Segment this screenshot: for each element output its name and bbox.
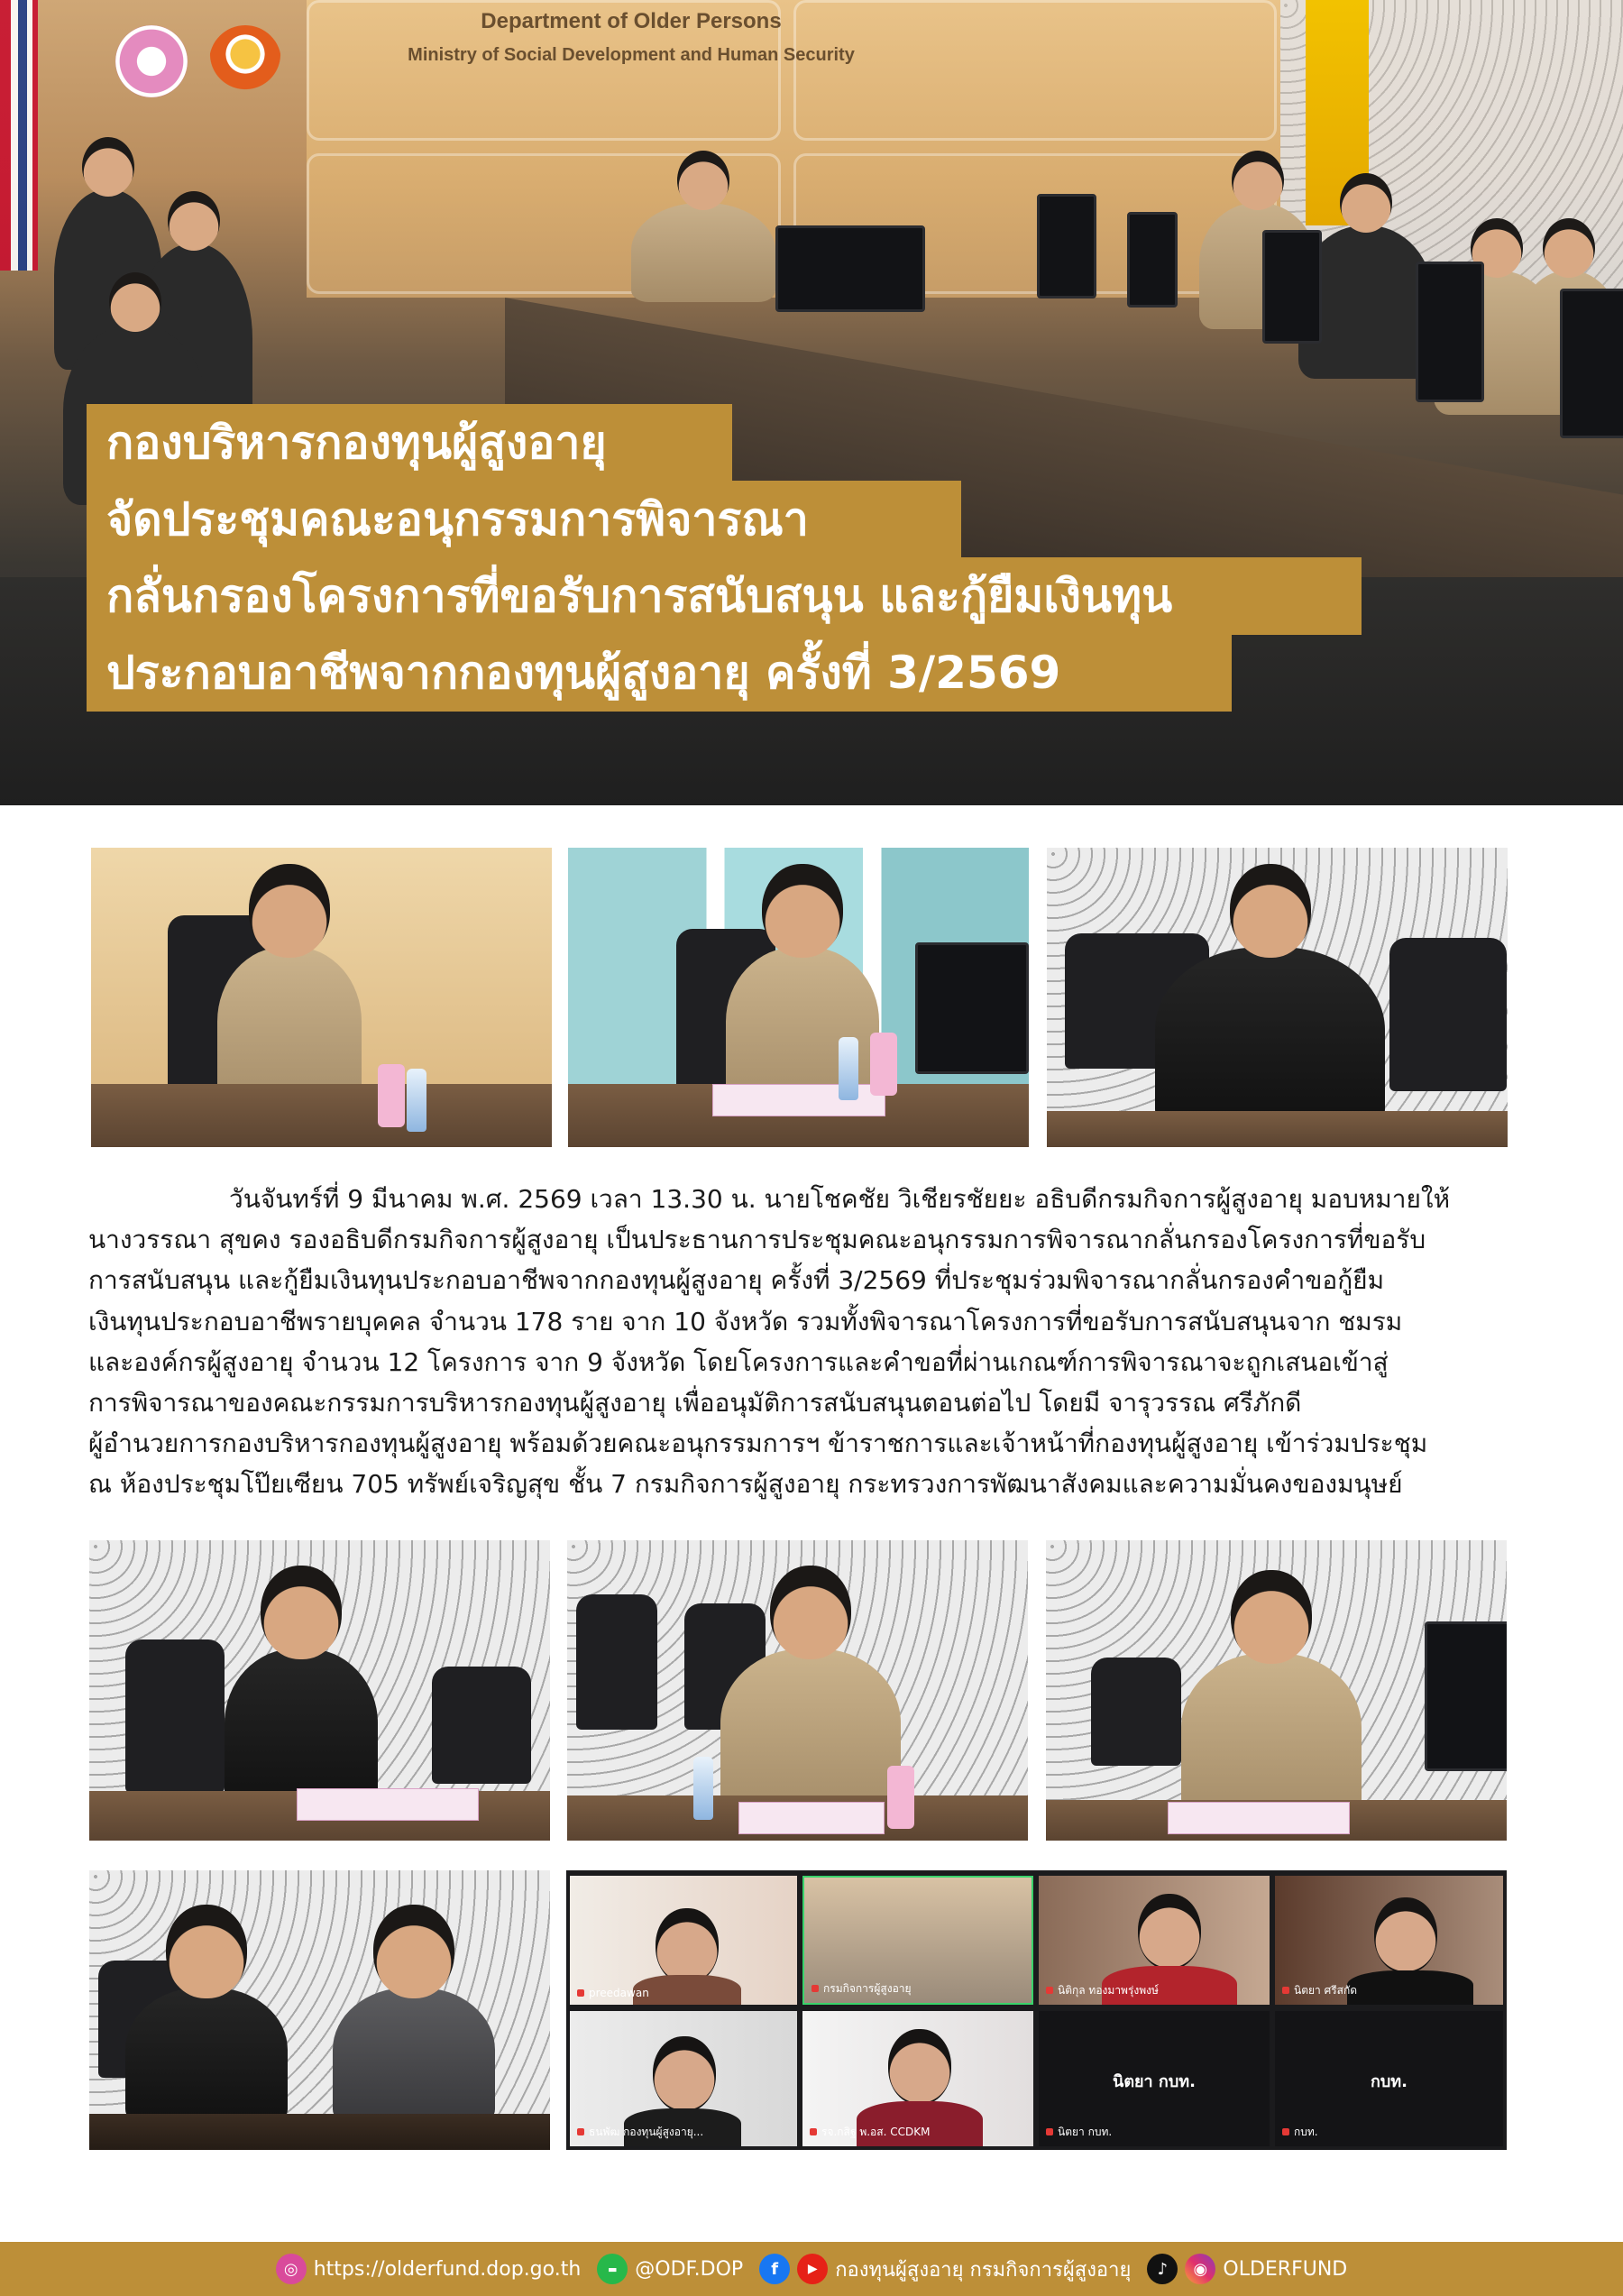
youtube-icon: ▶ [797, 2254, 828, 2284]
hero-banner [0, 0, 1623, 805]
article-line: การสนับสนุน และกู้ยืมเงินทุนประกอบอาชีพจากกองทุนผู้สูงอายุ ครั้งที่ 3/2569 ที่ประชุมร่วมพิจารณากลั่นกรองคำขอกู้ยืม [88, 1265, 1385, 1296]
photo-chairperson [91, 848, 552, 1147]
monitor [775, 225, 925, 312]
footer-bar [0, 2242, 1623, 2296]
globe-icon: ◎ [276, 2254, 307, 2284]
photo-committee-member [89, 1540, 550, 1841]
photo-committee-member [1047, 848, 1508, 1147]
tiktok-instagram-handle[interactable]: OLDERFUND [1223, 2257, 1348, 2281]
article-body [88, 1179, 1508, 1505]
article-line: นางวรรณา สุขคง รองอธิบดีกรมกิจการผู้สูงอายุ เป็นประธานการประชุมคณะอนุกรรมการพิจารณากลั่นกรองโครงการที่ขอรับ [88, 1225, 1426, 1255]
vc-tile [1275, 2011, 1503, 2146]
thai-flag [0, 0, 38, 271]
footer-line[interactable] [597, 2254, 743, 2284]
footer-tiktok-instagram[interactable] [1147, 2254, 1347, 2284]
article-line: การพิจารณาของคณะกรรมการบริหารกองทุนผู้สูงอายุ เพื่ออนุมัติการสนับสนุนตอนต่อไป โดยมี จารุวรรณ ศรีภักดี [88, 1388, 1302, 1419]
article-line: เงินทุนประกอบอาชีพรายบุคคล จำนวน 178 ราย จาก 10 จังหวัด รวมทั้งพิจารณาโครงการที่ขอรับการสนับสนุนจาก ชมรม [88, 1306, 1403, 1336]
footer-website[interactable] [276, 2254, 582, 2284]
headline-line: กลั่นกรองโครงการที่ขอรับการสนับสนุน และกู้ยืมเงินทุน [87, 557, 1362, 635]
photo-committee-member [1046, 1540, 1507, 1841]
vc-tile [802, 1876, 1033, 2005]
photo-committee-member [568, 848, 1029, 1147]
instagram-icon: ◉ [1185, 2254, 1215, 2284]
chairperson [631, 203, 775, 302]
wall-sign-department: Department of Older Persons [481, 9, 782, 33]
participant-name: กรมกิจการผู้สูงอายุ [812, 1980, 912, 1998]
participant-name: กบท. [1282, 2124, 1318, 2141]
monitor [1127, 212, 1178, 308]
participant-name: preedawan [577, 1987, 649, 1999]
vc-tile [1039, 2011, 1270, 2146]
vc-tile [570, 2011, 797, 2146]
department-logo [209, 25, 281, 97]
headline-line: กองบริหารกองทุนผู้สูงอายุ [87, 404, 732, 482]
article-line: และองค์กรผู้สูงอายุ จำนวน 12 โครงการ จาก 9 จังหวัด โดยโครงการและคำขอที่ผ่านเกณฑ์การพิจารณาจะถูกเสนอเข้าสู่ [88, 1346, 1389, 1377]
vc-tile [802, 2011, 1033, 2146]
line-icon: ▬ [597, 2254, 628, 2284]
photo-committee-member [567, 1540, 1028, 1841]
participant-name: นิตยา กบท. [1046, 2124, 1112, 2141]
monitor [1416, 262, 1484, 402]
participant-placeholder: กบท. [1370, 2072, 1408, 2091]
website-url[interactable]: https://olderfund.dop.go.th [313, 2257, 582, 2281]
participant-name: รจ.กสิฐ พ.อส. CCDKM [810, 2124, 930, 2141]
tiktok-icon: ♪ [1147, 2254, 1178, 2284]
vc-tile [1275, 1876, 1503, 2005]
line-id[interactable]: @ODF.DOP [635, 2257, 744, 2281]
article-line: ผู้อำนวยการกองบริหารกองทุนผู้สูงอายุ พร้อมด้วยคณะอนุกรรมการฯ ข้าราชการและเจ้าหน้าที่กองทุนผู้สูงอายุ เข้าร่วมประชุม [88, 1428, 1428, 1459]
facebook-icon: f [759, 2254, 790, 2284]
wall-sign-ministry: Ministry of Social Development and Human Security [408, 45, 855, 65]
footer-facebook-youtube[interactable] [759, 2254, 1131, 2285]
participant-name: นิตยา ศรีสกัด [1282, 1982, 1357, 1999]
monitor [1037, 194, 1096, 298]
headline-line: ประกอบอาชีพจากกองทุนผู้สูงอายุ ครั้งที่ 3/2569 [87, 634, 1232, 712]
headline-line: จัดประชุมคณะอนุกรรมการพิจารณา [87, 481, 961, 558]
monitor [1262, 230, 1322, 344]
participant-name: นิติกุล ทองมาพรุ่งพงษ์ [1046, 1982, 1159, 1999]
monitor [1560, 289, 1623, 438]
vc-tile [1039, 1876, 1270, 2005]
participant-name: ธนพัฒ กองทุนผู้สูงอายุ... [577, 2124, 703, 2141]
photo-two-members [89, 1870, 550, 2150]
article-line: วันจันทร์ที่ 9 มีนาคม พ.ศ. 2569 เวลา 13.30 น. นายโชคชัย วิเชียรชัยยะ อธิบดีกรมกิจการผู้สูงอายุ มอบหมายให้ [229, 1184, 1451, 1214]
video-conference-screen [566, 1870, 1507, 2150]
article-line: ณ ห้องประชุมโป๊ยเซียน 705 ทรัพย์เจริญสุข ชั้น 7 กรมกิจการผู้สูงอายุ กระทรวงการพัฒนาสังคมและความมั่นคงของมนุษย์ [88, 1469, 1403, 1500]
ministry-logo [115, 25, 188, 97]
participant-placeholder: นิตยา กบท. [1113, 2072, 1196, 2091]
vc-tile [570, 1876, 797, 2005]
facebook-youtube-name[interactable]: กองทุนผู้สูงอายุ กรมกิจการผู้สูงอายุ [835, 2258, 1132, 2282]
